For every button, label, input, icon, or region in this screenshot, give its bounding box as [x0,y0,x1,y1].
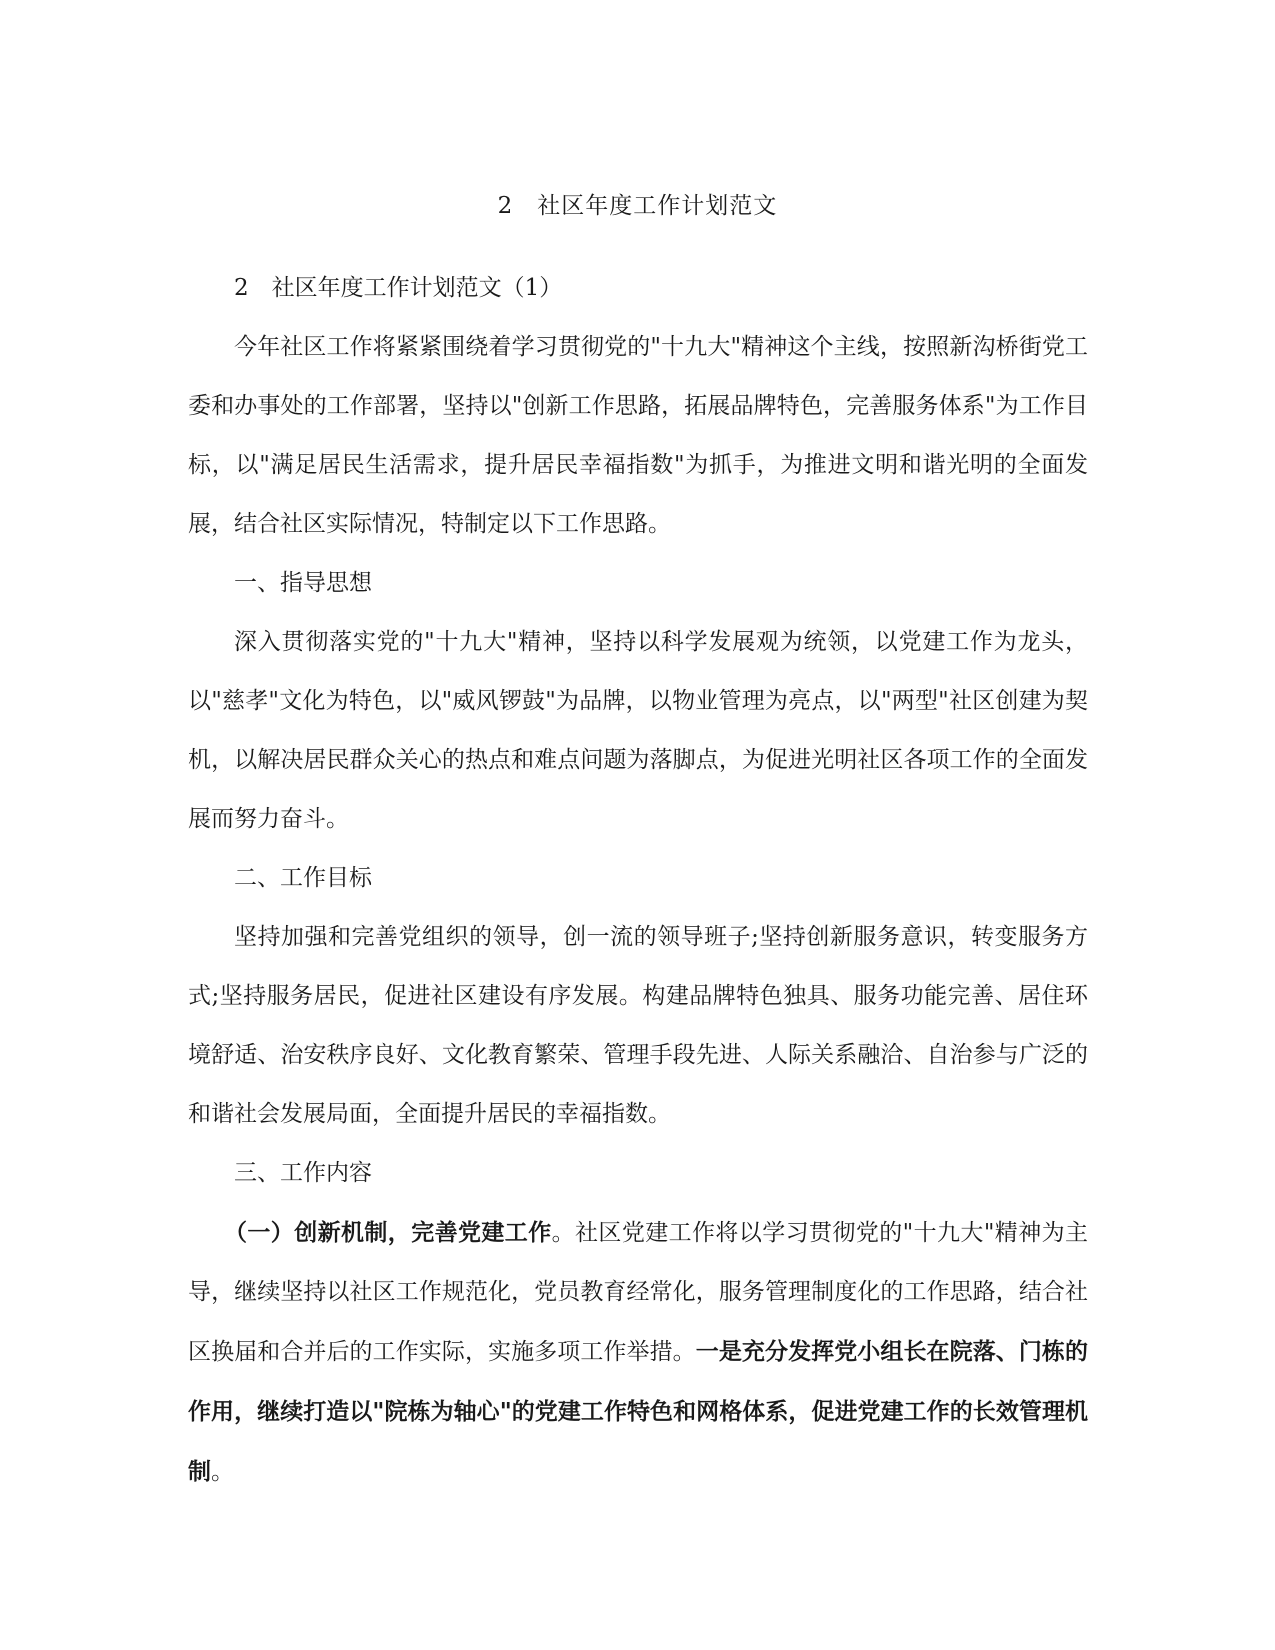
document-title: 2 社区年度工作计划范文 [497,193,778,219]
document-body [188,259,1088,1502]
item1-end: 。 [211,1459,234,1485]
item1-paragraph [188,1203,1088,1502]
item1-body: 。社区党建工作将以学习贯彻党的"十九大"精神为主导，继续坚持以社区工作规范化，党员教育经常化，服务管理制度化的工作思路，结合社区换届和合并后的工作实际，实施多项工作举措。 [188,1220,1089,1365]
section2-paragraph: 坚持加强和完善党组织的领导，创一流的领导班子;坚持创新服务意识，转变服务方式;坚持服务居民，促进社区建设有序发展。构建品牌特色独具、服务功能完善、居住环境舒适、治安秩序良好、文化教育繁荣、管理手段先进、人际关系融洽、自治参与广泛的和谐社会发展局面，全面提升居民的幸福指数。 [188,924,1088,1127]
section1-heading: 一、指导思想 [234,570,372,596]
section1-paragraph: 深入贯彻落实党的"十九大"精神，坚持以科学发展观为统领，以党建工作为龙头，以"慈孝"文化为特色，以"威风锣鼓"为品牌，以物业管理为亮点，以"两型"社区创建为契机，以解决居民群众关心的热点和难点问题为落脚点，为促进光明社区各项工作的全面发展而努力奋斗。 [188,629,1088,832]
item1-bold-point: 一是充分发挥党小组长在院落、门栋的作用，继续打造以"院栋为轴心"的党建工作特色和网格体系，促进党建工作的长效管理机制 [188,1338,1089,1485]
item1-bold-lead: （一）创新机制，完善党建工作 [224,1219,552,1246]
section2-heading: 二、工作目标 [234,865,372,891]
intro-paragraph: 今年社区工作将紧紧围绕着学习贯彻党的"十九大"精神这个主线，按照新沟桥街党工委和办事处的工作部署，坚持以"创新工作思路，拓展品牌特色，完善服务体系"为工作目标，以"满足居民生活需求，提升居民幸福指数"为抓手，为推进文明和谐光明的全面发展，结合社区实际情况，特制定以下工作思路。 [188,334,1088,537]
subtitle-paragraph: 2 社区年度工作计划范文（1） [234,275,563,301]
section3-heading: 三、工作内容 [234,1160,372,1186]
